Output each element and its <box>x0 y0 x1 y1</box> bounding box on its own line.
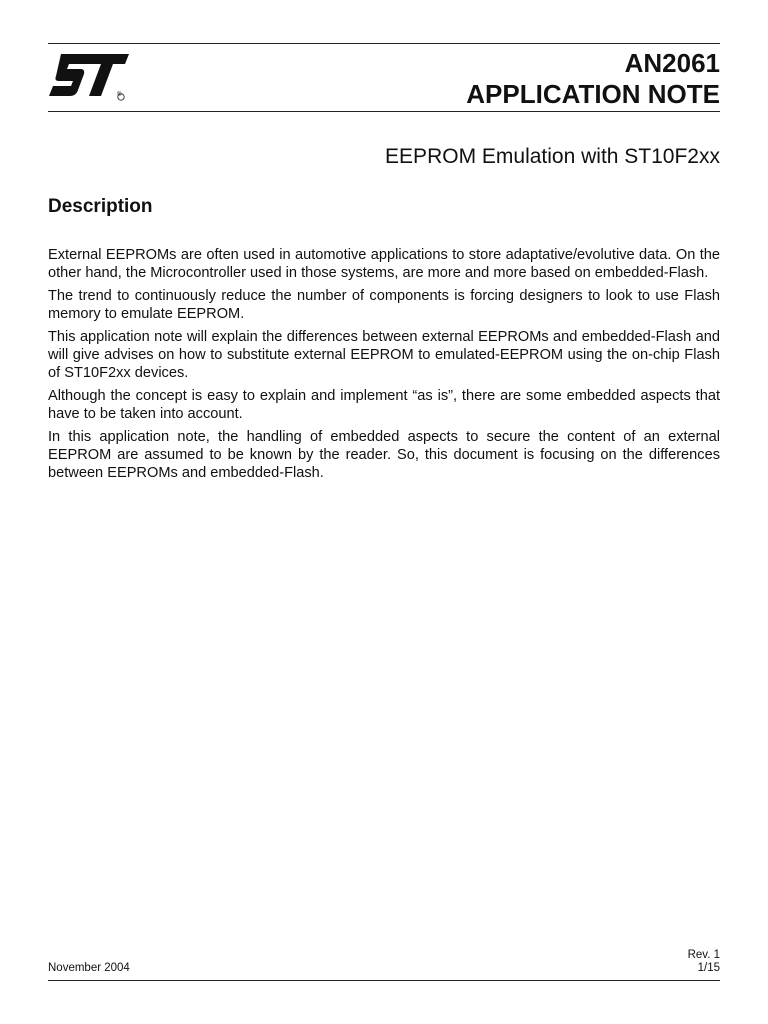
page-number: 1/15 <box>697 962 720 974</box>
paragraph: Although the concept is easy to explain and implement “as is”, there are some embedded aspects that have to be taken into account. <box>48 388 720 422</box>
revision: Rev. 1 <box>687 949 720 961</box>
paragraph: In this application note, the handling of embedded aspects to secure the content of an external EEPROM are assumed to be known by the reader. So, this document is focusing on the differences between EEPROMs and embedded-Flash. <box>48 429 720 481</box>
footer-rule <box>48 980 720 981</box>
doc-type: APPLICATION NOTE <box>466 79 720 109</box>
doc-number: AN2061 <box>624 48 720 78</box>
footer-date: November 2004 <box>48 962 130 974</box>
header-bottom-rule <box>48 111 720 112</box>
document-id-block <box>466 48 720 110</box>
document-title: EEPROM Emulation with ST10F2xx <box>385 145 720 168</box>
description-body <box>48 246 720 487</box>
paragraph: External EEPROMs are often used in automotive applications to store adaptative/evolutive data. On the other hand, the Microcontroller used in those systems, are more and more based on embedded-Flash. <box>48 247 720 281</box>
header-top-rule <box>48 43 720 44</box>
section-heading: Description <box>48 196 153 217</box>
registered-mark: ® <box>117 92 122 98</box>
paragraph: The trend to continuously reduce the number of components is forcing designers to look to use Flash memory to emulate EEPROM. <box>48 288 720 322</box>
st-logo-icon <box>47 50 129 102</box>
footer-revision-block <box>688 949 720 975</box>
paragraph: This application note will explain the differences between external EEPROMs and embedded-Flash and will give advises on how to substitute external EEPROM to emulated-EEPROM using the on-chip Flash of ST10F2xx devices. <box>48 329 720 381</box>
